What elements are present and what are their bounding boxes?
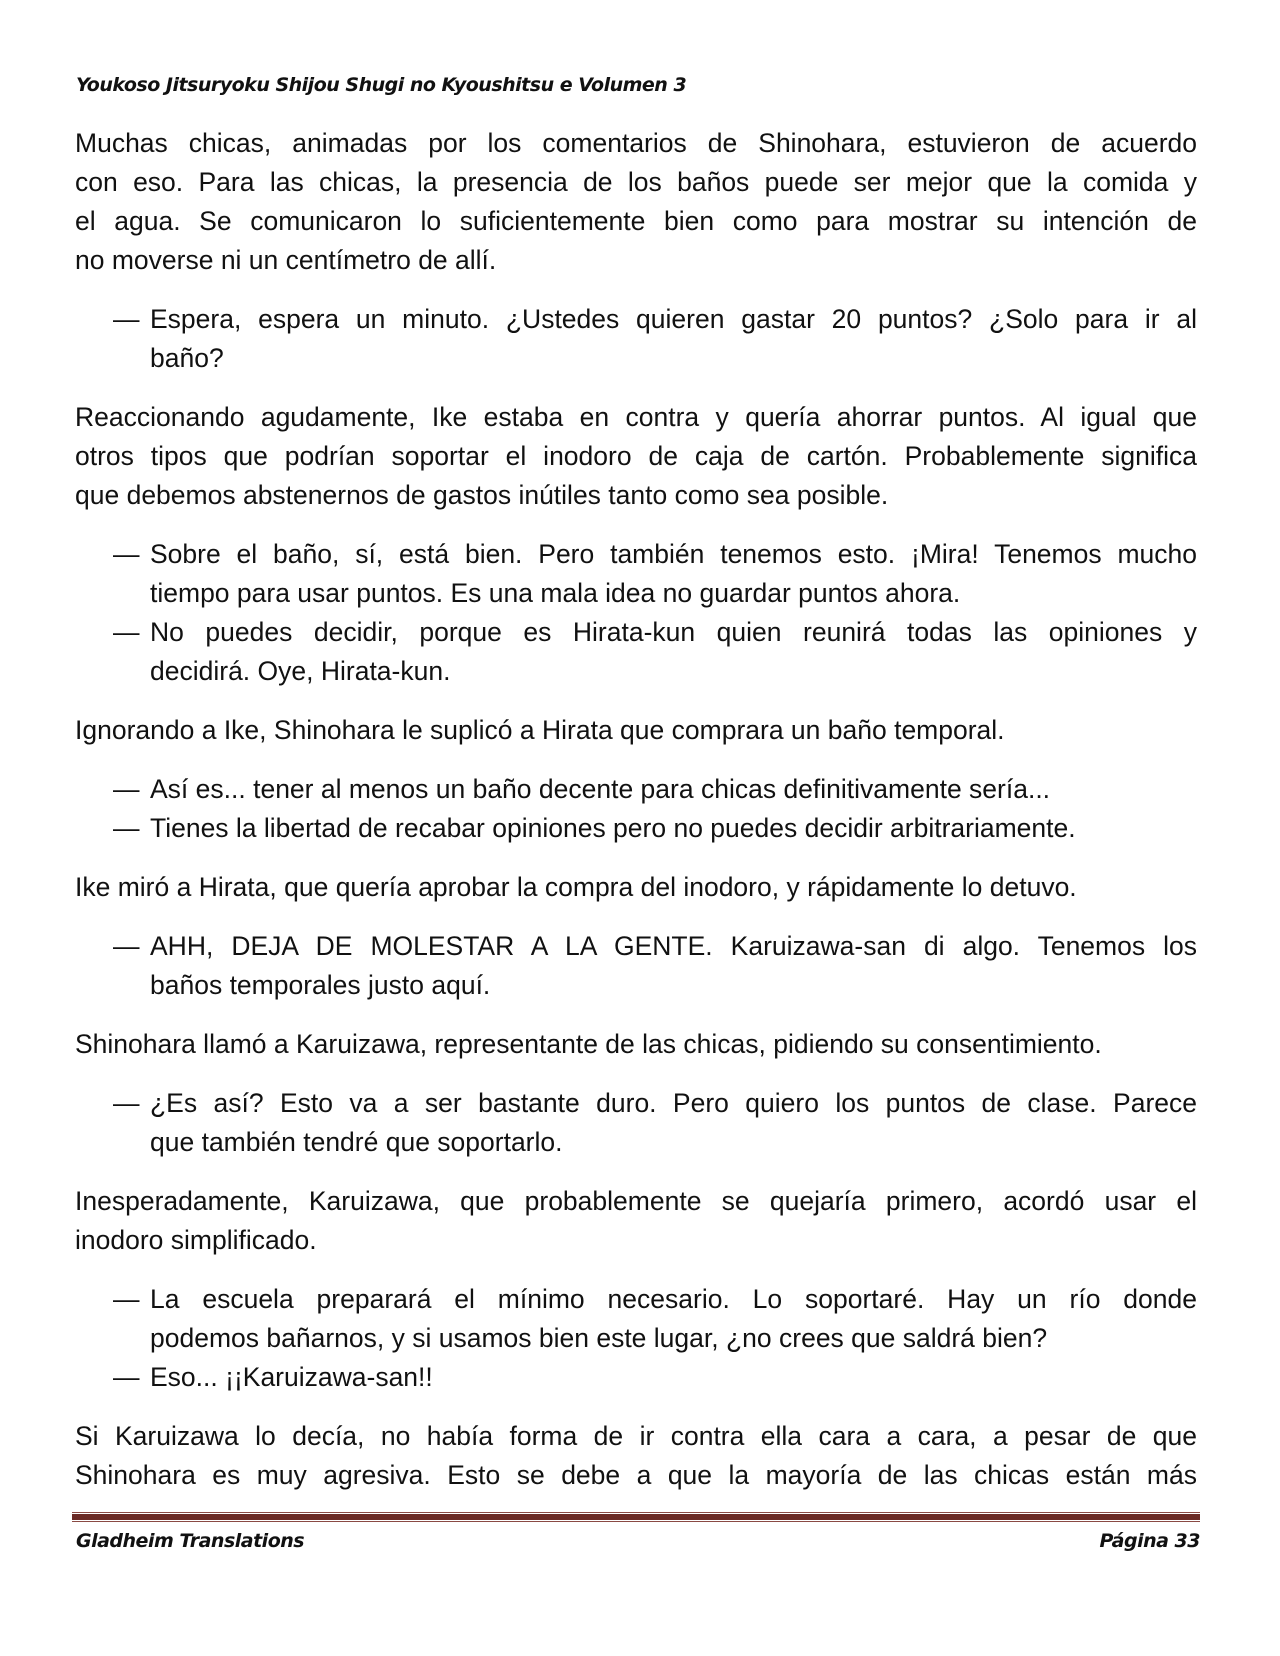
text-line: Shinohara es muy agresiva. Esto se debe a que la mayoría de las chicas están más	[75, 1460, 1197, 1490]
text-line: con eso. Para las chicas, la presencia de los baños puede ser mejor que la comida y	[75, 167, 1197, 197]
dialogue-line	[75, 535, 1197, 613]
footer-rule	[72, 1512, 1200, 1522]
paragraph	[75, 398, 1197, 515]
text-line: no moverse ni un centímetro de allí.	[75, 245, 497, 275]
dialogue-line	[75, 1358, 1197, 1397]
text-line: Tienes la libertad de recabar opiniones pero no puedes decidir arbitrariamente.	[150, 813, 1076, 843]
dialogue-dash: —	[113, 931, 140, 961]
text-line: baños temporales justo aquí.	[150, 970, 491, 1000]
dialogue-line	[75, 300, 1197, 378]
dialogue-line	[75, 613, 1197, 691]
text-line: otros tipos que podrían soportar el inodoro de caja de cartón. Probablemente significa	[75, 441, 1197, 471]
paragraph	[75, 124, 1197, 280]
dialogue-line	[75, 809, 1197, 848]
dialogue-dash: —	[113, 1284, 140, 1314]
dialogue-line	[75, 1084, 1197, 1162]
text-line: AHH, DEJA DE MOLESTAR A LA GENTE. Karuizawa-san di algo. Tenemos los	[150, 931, 1197, 961]
paragraph	[75, 1182, 1197, 1260]
text-line: que debemos abstenernos de gastos inútiles tanto como sea posible.	[75, 480, 889, 510]
text-line: ¿Es así? Esto va a ser bastante duro. Pero quiero los puntos de clase. Parece	[150, 1088, 1197, 1118]
text-line: inodoro simplificado.	[75, 1225, 317, 1255]
dialogue-dash: —	[113, 1362, 140, 1392]
running-header: Youkoso Jitsuryoku Shijou Shugi no Kyoushitsu e Volumen 3	[76, 74, 687, 96]
text-line: No puedes decidir, porque es Hirata-kun quien reunirá todas las opiniones y	[150, 617, 1197, 647]
dialogue-dash: —	[113, 617, 140, 647]
text-line: baño?	[150, 343, 224, 373]
text-line: Shinohara llamó a Karuizawa, representante de las chicas, pidiendo su consentimiento.	[75, 1029, 1102, 1059]
text-line: podemos bañarnos, y si usamos bien este lugar, ¿no crees que saldrá bien?	[150, 1323, 1048, 1353]
text-line: el agua. Se comunicaron lo suficientemente bien como para mostrar su intención de	[75, 206, 1197, 236]
footer-page-number: Página 33	[1099, 1530, 1200, 1552]
dialogue-dash: —	[113, 1088, 140, 1118]
text-line: Si Karuizawa lo decía, no había forma de ir contra ella cara a cara, a pesar de que	[75, 1421, 1197, 1451]
text-line: Así es... tener al menos un baño decente para chicas definitivamente sería...	[150, 774, 1051, 804]
dialogue-dash: —	[113, 304, 140, 334]
dialogue-dash: —	[113, 539, 140, 569]
dialogue-line	[75, 770, 1197, 809]
text-line: Inesperadamente, Karuizawa, que probablemente se quejaría primero, acordó usar el	[75, 1186, 1197, 1216]
paragraph	[75, 1025, 1197, 1064]
paragraph	[75, 1417, 1197, 1495]
text-line: que también tendré que soportarlo.	[150, 1127, 563, 1157]
paragraph	[75, 868, 1197, 907]
text-line: Muchas chicas, animadas por los comentarios de Shinohara, estuvieron de acuerdo	[75, 128, 1197, 158]
text-line: tiempo para usar puntos. Es una mala idea no guardar puntos ahora.	[150, 578, 961, 608]
dialogue-dash: —	[113, 774, 140, 804]
paragraph	[75, 711, 1197, 750]
dialogue-line	[75, 927, 1197, 1005]
page-body	[75, 124, 1197, 1515]
dialogue-line	[75, 1280, 1197, 1358]
text-line: Espera, espera un minuto. ¿Ustedes quieren gastar 20 puntos? ¿Solo para ir al	[150, 304, 1197, 334]
text-line: Ignorando a Ike, Shinohara le suplicó a Hirata que comprara un baño temporal.	[75, 715, 1005, 745]
text-line: Sobre el baño, sí, está bien. Pero también tenemos esto. ¡Mira! Tenemos mucho	[150, 539, 1197, 569]
footer-publisher: Gladheim Translations	[76, 1530, 305, 1552]
text-line: La escuela preparará el mínimo necesario. Lo soportaré. Hay un río donde	[150, 1284, 1197, 1314]
dialogue-dash: —	[113, 813, 140, 843]
text-line: Ike miró a Hirata, que quería aprobar la compra del inodoro, y rápidamente lo detuvo.	[75, 872, 1077, 902]
text-line: decidirá. Oye, Hirata-kun.	[150, 656, 451, 686]
text-line: Eso... ¡¡Karuizawa-san!!	[150, 1362, 433, 1392]
text-line: Reaccionando agudamente, Ike estaba en contra y quería ahorrar puntos. Al igual que	[75, 402, 1197, 432]
